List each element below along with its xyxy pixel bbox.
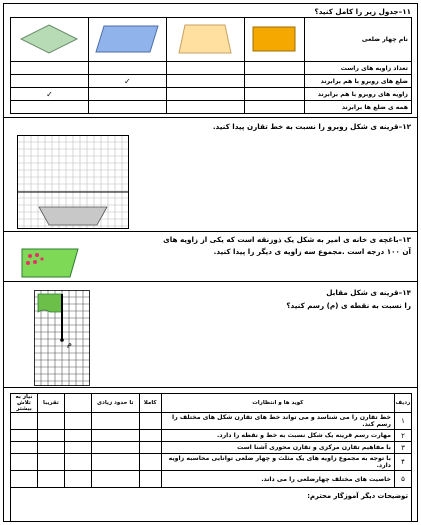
symmetry-grid [17,135,129,229]
mark-cell [244,101,304,114]
worksheet-page [3,3,418,522]
question-12-section [4,118,417,232]
question-14-line-1: ۱۴–قرینه ی شکل مقابل [326,288,411,297]
empty-cell [91,442,139,454]
empty-cell [91,454,139,471]
header-row-number: ردیف [394,394,411,413]
header-empty [64,394,91,413]
table-row [11,88,412,101]
empty-cell [139,454,161,471]
mark-cell [88,62,166,75]
rhombus-shape [19,24,79,54]
empty-cell [11,442,38,454]
empty-cell [37,413,64,430]
empty-cell [139,413,161,430]
question-13-line-2: آن ۱۰۰ درجه است .مجموع سه زاویه ی دیگر را پیدا کنید. [213,247,411,256]
row-number: ۱ [394,413,411,430]
mark-cell [166,101,244,114]
mark-cell [11,62,89,75]
row-number: ۳ [394,442,411,454]
rubric-section [10,393,412,522]
rubric-header-row [11,394,412,413]
header-partial: تا حدود زیادی [91,394,139,413]
empty-cell [139,471,161,488]
garden-trapezoid [20,247,80,279]
mark-cell [166,62,244,75]
header-needs: نیاز به تلاش بیشتر [11,394,38,413]
empty-cell [64,454,91,471]
row-number: ۵ [394,471,411,488]
table-row [11,442,412,454]
empty-cell [64,430,91,442]
trapezoid-figure [39,207,107,225]
trapezoid-shape [177,24,233,54]
table-row [11,18,412,62]
table-row [11,413,412,430]
mark-cell [88,88,166,101]
question-11-title: ۱۱–جدول زیر را کامل کنید؟ [314,7,411,16]
empty-cell [37,442,64,454]
row-label-opposite-sides: ضلع های روبرو با هم برابرند [304,75,411,88]
mark-cell [244,62,304,75]
question-12-title: ۱۲–قرینه ی شکل روبرو را نسبت به خط تقارن پیدا کنید. [212,122,411,131]
criteria-text: با توجه به مجموع زاویه های یک مثلث و چهار ضلعی توانایی محاسبه زاویه دارد. [161,454,394,471]
criteria-text: خاصیت های مختلف چهارضلعی را می داند. [161,471,394,488]
empty-cell [64,413,91,430]
table-row [11,488,412,522]
point-label: م [67,339,72,348]
empty-cell [11,430,38,442]
criteria-text: خط تقارن را می شناسد و می تواند خط های تقارن شکل های مختلف را رسم کند. [161,413,394,430]
empty-cell [11,413,38,430]
table-row [11,430,412,442]
question-13-line-1: ۱۳–باغچه ی خانه ی امیر به شکل یک ذوزنقه است که یکی از زاویه های [163,235,411,244]
square-shape [252,26,296,52]
table-row [11,471,412,488]
mark-cell [11,75,89,88]
empty-cell [139,430,161,442]
empty-cell [139,442,161,454]
mark-cell: ✓ [11,88,89,101]
empty-cell [91,471,139,488]
mark-cell [88,101,166,114]
shape-cell-trapezoid [166,18,244,62]
shape-cell-parallelogram [88,18,166,62]
empty-cell [37,471,64,488]
mark-cell [166,75,244,88]
criteria-text: با مفاهیم تقارن مرکزی و تقارن محوری آشنا است [161,442,394,454]
shape-cell-square [244,18,304,62]
empty-cell [11,454,38,471]
row-label-name: نام چهار ضلعی [304,18,411,62]
empty-cell [64,442,91,454]
mark-cell [244,75,304,88]
table-row [11,62,412,75]
mark-cell [166,88,244,101]
criteria-text: مهارت رسم قرینه یک شکل نسبت به خط و نقطه را دارد. [161,430,394,442]
point-symmetry-grid [34,290,90,386]
empty-cell [64,471,91,488]
empty-cell [91,430,139,442]
empty-cell [37,430,64,442]
empty-cell [37,454,64,471]
mark-cell [244,88,304,101]
header-complete: کاملا [139,394,161,413]
flag-figure [38,294,62,340]
row-number: ۲ [394,430,411,442]
header-criteria: کوید ها و انتظارات [161,394,394,413]
table-row [11,75,412,88]
empty-cell [11,471,38,488]
question-11-section [4,4,417,118]
question-14-section [4,282,417,388]
row-label-opposite-angles: زاویه های روبرو با هم برابرند [304,88,411,101]
quadrilateral-table [10,17,412,114]
row-number: ۴ [394,454,411,471]
center-point-m [60,338,64,342]
table-row [11,101,412,114]
rubric-table [10,393,412,522]
parallelogram-shape [94,25,160,53]
question-13-section [4,232,417,282]
shape-cell-rhombus [11,18,89,62]
mark-cell: ✓ [88,75,166,88]
table-row [11,454,412,471]
mark-cell [11,101,89,114]
header-almost: تقریبا [37,394,64,413]
row-label-all-sides: همه ی ضلع ها برابرند [304,101,411,114]
empty-cell [91,413,139,430]
row-label-right-angles: تعداد زاویه های راست [304,62,411,75]
teacher-notes: توضیحات دیگر آموزگار محترم: [11,488,412,522]
question-14-line-2: را نسبت به نقطه ی (م) رسم کنید؟ [286,301,411,310]
